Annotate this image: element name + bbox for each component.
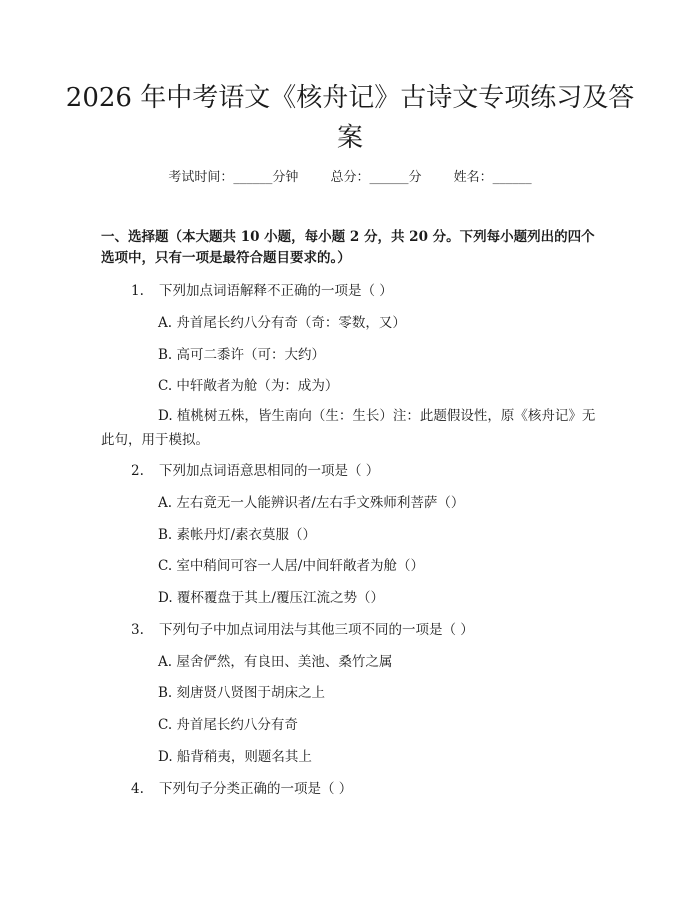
question-1 (131, 281, 601, 301)
question-1-option-a: A. 舟首尾长约八分有奇（奇：零数，又） (158, 315, 406, 331)
document-title: 2026 年中考语文《核舟记》古诗文专项练习及答案 (65, 83, 635, 153)
section-heading: 一、选择题（本大题共 10 小题，每小题 2 分，共 20 分。下列每小题列出的四个选项中，只有一项是最符合题目要求的。） (101, 229, 595, 266)
question-4 (131, 779, 601, 799)
question-2-option-d: D. 覆杯覆盘于其上/覆压江流之势（） (158, 590, 384, 606)
question-2-option-a: A. 左右竟无一人能辨识者/左右手文殊师利菩萨（） (158, 495, 465, 511)
question-1-option-d: D. 植桃树五株，皆生南向（生：生长）注：此题假设性，原《核舟记》无此句，用于模拟。 (101, 408, 596, 448)
question-number: 1. (131, 283, 144, 299)
exam-time-field: 考试时间：______分钟 (168, 170, 299, 185)
question-number: 2. (131, 463, 144, 479)
question-3-option-d: D. 船背稍夷，则题名其上 (158, 749, 312, 765)
exam-meta (0, 168, 700, 188)
question-1-option-b: B. 高可二黍许（可：大约） (158, 347, 326, 363)
question-3-option-c: C. 舟首尾长约八分有奇 (158, 717, 298, 733)
question-3-option-b: B. 刻唐贤八贤图于胡床之上 (158, 685, 326, 701)
question-number: 3. (131, 622, 144, 638)
question-1-option-c: C. 中轩敞者为舱（为：成为） (158, 378, 339, 394)
question-text: 下列加点词语解释不正确的一项是（ ） (159, 283, 393, 299)
total-score-field: 总分：______分 (330, 170, 422, 185)
question-text: 下列句子分类正确的一项是（ ） (159, 781, 353, 797)
question-2 (131, 461, 601, 481)
question-text: 下列加点词语意思相同的一项是（ ） (159, 463, 380, 479)
question-2-option-c: C. 室中稍间可容一人居/中间轩敞者为舱（） (158, 558, 424, 574)
question-number: 4. (131, 781, 144, 797)
student-name-field: 姓名：______ (453, 170, 532, 185)
question-3-option-a: A. 屋舍俨然，有良田、美池、桑竹之属 (158, 654, 393, 670)
question-text: 下列句子中加点词用法与其他三项不同的一项是（ ） (159, 622, 474, 638)
question-2-option-b: B. 素帐丹灯/素衣莫服（） (158, 527, 317, 543)
question-3 (131, 620, 601, 640)
